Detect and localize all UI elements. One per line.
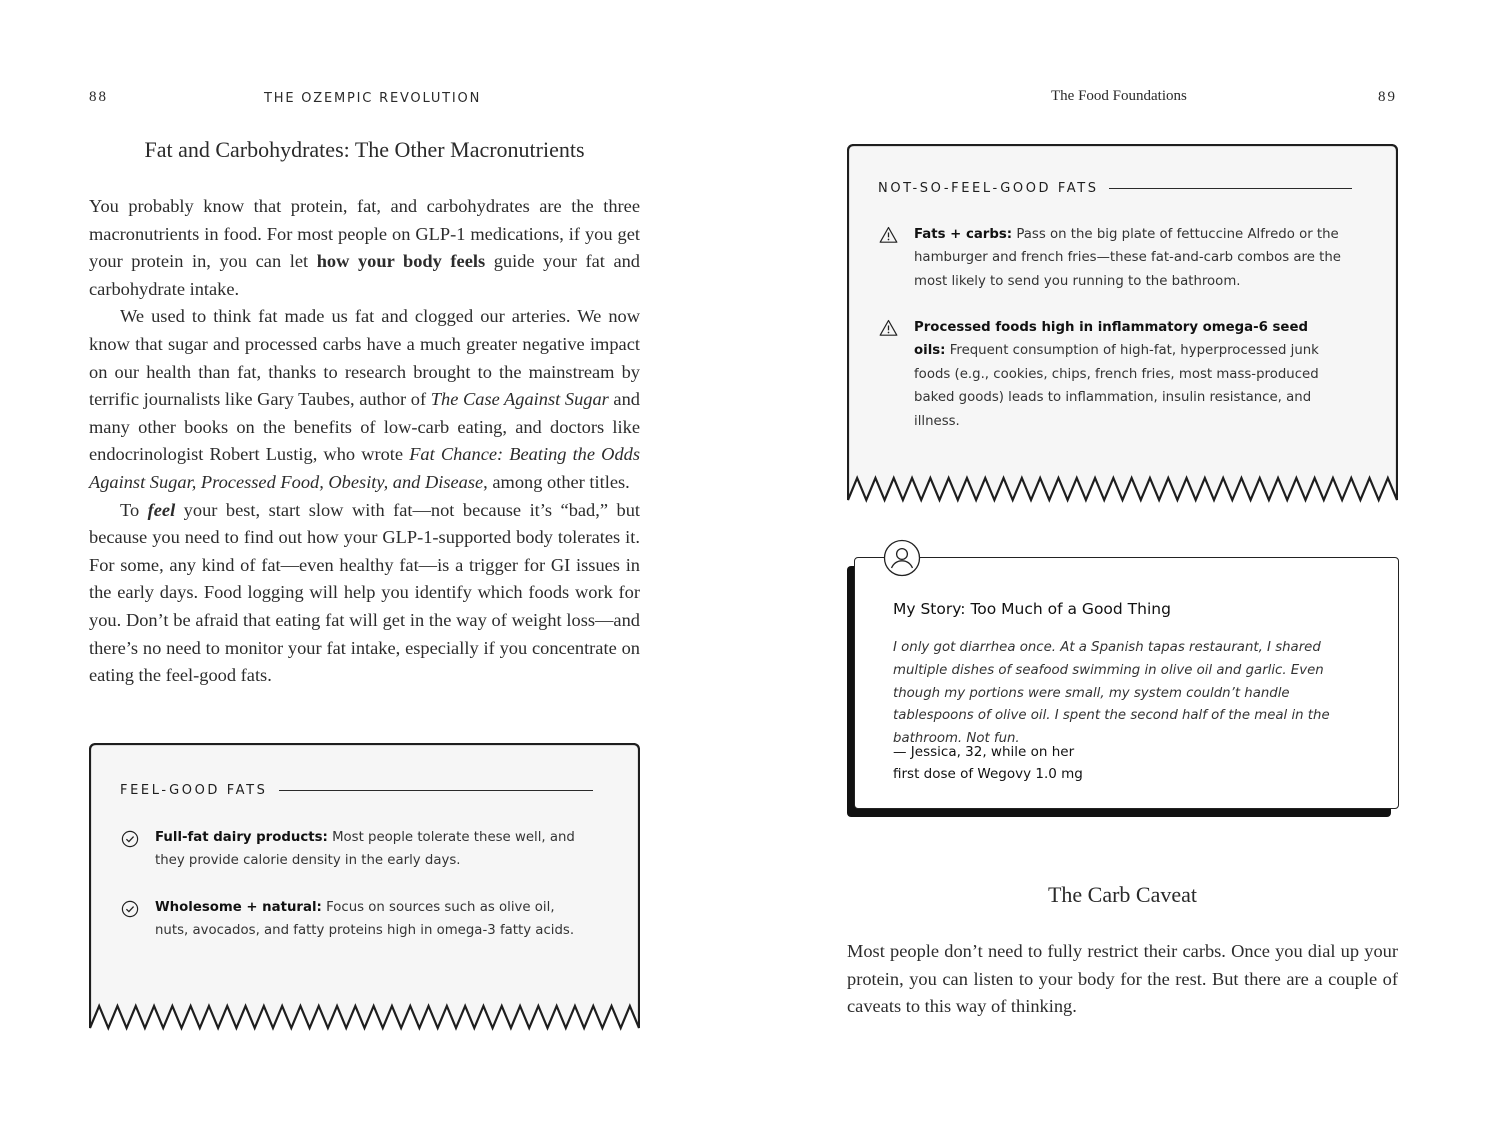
user-avatar-icon (883, 539, 921, 582)
page-number-left: 88 (89, 89, 108, 105)
list-item: Full-fat dairy products: Most people tolerate these well, and they provide calorie density in the early days. (155, 830, 575, 869)
box-heading: NOT-SO-FEEL-GOOD FATS (878, 181, 1099, 196)
running-head-right: The Food Foundations (1051, 88, 1187, 104)
story-title: My Story: Too Much of a Good Thing (893, 600, 1171, 618)
emphasis-bold: how your body feels (316, 251, 486, 272)
story-box (854, 557, 1399, 809)
feel-good-fats-box (89, 743, 640, 1033)
running-head-left: THE OZEMPIC REVOLUTION (264, 91, 482, 106)
list-item: Processed foods high in inflammatory omega-6 seed oils: Frequent consumption of high-fat, hyperprocessed junk foods (e.g., cookies, chips, french fries, most mass-produced baked goods) leads to inflammation, insulin resistance, and illness. (914, 320, 1319, 429)
paragraph-3: To feel your best, start slow with fat—not because it’s “bad,” but because you need to find out how your GLP-1-supported body tolerates it. For some, any kind of fat—even healthy fat—is a trigger for GI issues in the early days. Food logging will help you identify which foods work for you. Don’t be afraid that eating fat will get in the way of weight loss—and there’s no need to monitor your fat intake, especially if you concentrate on eating the feel-good fats. (89, 499, 640, 686)
warning-triangle-icon (879, 226, 898, 249)
book-title: Fat Chance: Beating the Odds Against Sugar, Processed Food, Obesity, and Disease (89, 444, 640, 492)
heading-rule (1109, 188, 1352, 189)
story-text: I only got diarrhea once. At a Spanish tapas restaurant, I shared multiple dishes of seafood swimming in olive oil and garlic. Even though my portions were small, my system couldn’t handle tablespoons of olive oil. I spent the second half of the meal in the bathroom. Not fun. (893, 640, 1330, 747)
body-text-right (847, 938, 1398, 1021)
section-title-fat-carbs: Fat and Carbohydrates: The Other Macronutrients (144, 137, 585, 162)
list-item: Fats + carbs: Pass on the big plate of fettuccine Alfredo or the hamburger and french fries—these fat-and-carb combos are the most likely to send you running to the bathroom. (914, 227, 1341, 289)
paragraph-carb: Most people don’t need to fully restrict their carbs. Once you dial up your protein, you can listen to your body for the rest. But there are a couple of caveats to this way of thinking. (847, 941, 1398, 1017)
list-item: Wholesome + natural: Focus on sources such as olive oil, nuts, avocados, and fatty proteins high in omega-3 fatty acids. (155, 900, 575, 939)
check-circle-icon (121, 830, 139, 853)
section-title-carb-caveat: The Carb Caveat (1047, 882, 1198, 907)
heading-rule (279, 790, 593, 791)
book-title: The Case Against Sugar (430, 389, 609, 410)
emphasis-feel: feel (147, 499, 176, 520)
warning-triangle-icon (879, 319, 898, 342)
box-heading: FEEL-GOOD FATS (120, 783, 268, 798)
page-number-right: 89 (1378, 89, 1397, 105)
paragraph-1: You probably know that protein, fat, and carbohydrates are the three macronutrients in food. For most people on GLP-1 medications, if you get your protein in, you can let how your body feels guide your fat and carbohydrate intake. (89, 196, 640, 299)
paragraph-2: We used to think fat made us fat and clogged our arteries. We now know that sugar and processed carbs have a much greater negative impact on our health than fat, thanks to research brought to the mainstream by terrific journalists like Gary Taubes, author of The Case Against Sugar and many other books on the benefits of low-carb eating, and doctors like endocrinologist Robert Lustig, who wrote Fat Chance: Beating the Odds Against Sugar, Processed Food, Obesity, and Disease, among other titles. (89, 306, 640, 492)
check-circle-icon (121, 900, 139, 923)
body-text-left (89, 193, 640, 690)
not-so-feel-good-fats-box (847, 144, 1398, 505)
story-attribution: — Jessica, 32, while on her first dose of Wegovy 1.0 mg (893, 744, 1083, 782)
